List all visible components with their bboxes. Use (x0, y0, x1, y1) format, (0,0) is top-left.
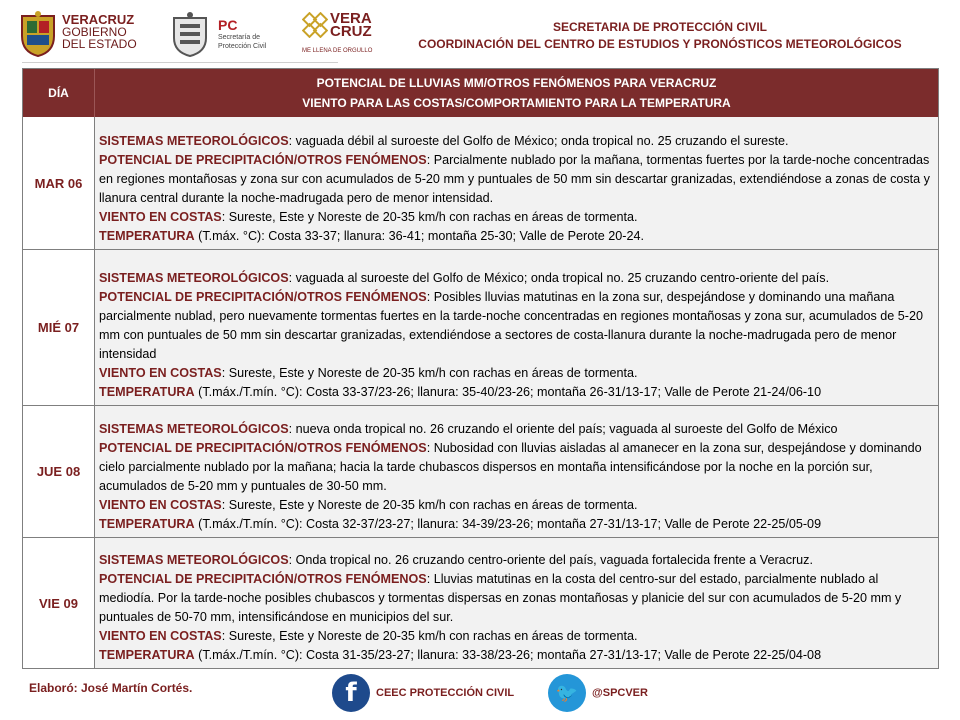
header-title-line-2: COORDINACIÓN DEL CENTRO DE ESTUDIOS Y PRONÓSTICOS METEOROLÓGICOS (418, 37, 902, 51)
forecast-row (23, 537, 938, 668)
pc-emblem-icon (168, 10, 212, 58)
vc-tagline: ME LLENA DE ORGULLO (302, 48, 373, 54)
forecast-line-text: : Onda tropical no. 26 cruzando centro-oriente del país, vaguada fortalecida frente a Veracruz. (288, 553, 813, 567)
facebook-icon[interactable]: f (332, 674, 370, 712)
vc-logo-text: VERA CRUZ (330, 10, 372, 40)
day-cell: MAR 06 (23, 117, 95, 249)
forecast-line (99, 420, 935, 439)
forecast-row (23, 405, 938, 537)
twitter-link[interactable] (548, 675, 648, 711)
forecast-line-text: : vaguada débil al suroeste del Golfo de México; onda tropical no. 25 cruzando el sureste. (288, 134, 789, 148)
forecast-line-text: : Sureste, Este y Noreste de 20-35 km/h con rachas en áreas de tormenta. (221, 366, 638, 380)
forecast-line-label: TEMPERATURA (99, 229, 195, 243)
forecast-line-text: : Sureste, Este y Noreste de 20-35 km/h con rachas en áreas de tormenta. (221, 498, 638, 512)
forecast-cell (95, 406, 938, 537)
twitter-label[interactable]: @SPCVER (592, 687, 648, 699)
forecast-cell (95, 117, 938, 249)
veracruz-government-logo (18, 6, 158, 62)
forecast-line-text: (T.máx./T.mín. °C): Costa 33-37/23-26; llanura: 35-40/23-26; montaña 26-31/13-17; Valle de Perote 21-24/06-10 (194, 385, 822, 399)
forecast-line-label: TEMPERATURA (99, 648, 195, 662)
forecast-line-label: TEMPERATURA (99, 385, 195, 399)
twitter-icon[interactable]: 🐦 (548, 674, 586, 712)
document-header (400, 19, 920, 53)
forecast-line-label: POTENCIAL DE PRECIPITACIÓN/OTROS FENÓMENOS (99, 441, 427, 455)
day-cell: MIÉ 07 (23, 250, 95, 405)
forecast-line (99, 208, 935, 227)
forecast-line-label: VIENTO EN COSTAS (99, 629, 222, 643)
knot-icon (302, 12, 328, 38)
forecast-line-label: VIENTO EN COSTAS (99, 210, 222, 224)
forecast-line-text: (T.máx. °C): Costa 33-37; llanura: 36-41; montaña 25-30; Valle de Perote 20-24. (194, 229, 644, 243)
forecast-line (99, 496, 935, 515)
forecast-line (99, 151, 935, 208)
forecast-cell (95, 538, 938, 668)
forecast-line (99, 439, 935, 496)
column-header-line-1: POTENCIAL DE LLUVIAS MM/OTROS FENÓMENOS PARA VERACRUZ (316, 76, 717, 90)
forecast-line-label: SISTEMAS METEOROLÓGICOS (99, 422, 289, 436)
forecast-line-label: POTENCIAL DE PRECIPITACIÓN/OTROS FENÓMENOS (99, 572, 427, 586)
header-divider (22, 62, 338, 63)
forecast-row (23, 117, 938, 249)
veracruz-pride-logo (302, 6, 382, 62)
forecast-line (99, 551, 935, 570)
forecast-line (99, 364, 935, 383)
forecast-line-text: : Posibles lluvias matutinas en la zona sur, despejándose y dominando una mañana parcialmente nublad, pero nuevamente tormentas fuertes en la tarde-noche concentradas en regiones montañosas y zona sur, acumulados de 5-20 mm con puntuales de 50 mm sin descartar granizadas, extendiéndose a sectores de costa-llanura durante la noche-madrugada pero de menor intensidad (99, 290, 923, 361)
forecast-line-label: POTENCIAL DE PRECIPITACIÓN/OTROS FENÓMENOS (99, 290, 427, 304)
forecast-line-text: : Nubosidad con lluvias aisladas al amanecer en la zona sur, despejándose y dominando cielo parcialmente nublado por la mañana; hacia la tarde chubascos dispersos en montaña intensificándose por la noche en la porción sur, acumulados de 5-20 mm y puntuales de 30-50 mm. (99, 441, 922, 493)
facebook-label[interactable]: CEEC PROTECCIÓN CIVIL (376, 687, 515, 699)
forecast-line-text: : Lluvias matutinas en la costa del centro-sur del estado, parcialmente nublado al mediodía. Por la tarde-noche posibles chubascos y tormentas dispersas en zonas montañosas y planicie del sur con acumulados de 5-20 mm y puntuales de 50-70 mm, intensificándose en municipios del sur. (99, 572, 902, 624)
column-header-day: DÍA (23, 69, 95, 117)
forecast-line-text: : Sureste, Este y Noreste de 20-35 km/h con rachas en áreas de tormenta. (221, 210, 638, 224)
forecast-line (99, 132, 935, 151)
column-header-line-2: VIENTO PARA LAS COSTAS/COMPORTAMIENTO PARA LA TEMPERATURA (302, 96, 731, 110)
forecast-line (99, 570, 935, 627)
forecast-line-text: : vaguada al suroeste del Golfo de México; onda tropical no. 25 cruzando centro-oriente del país. (288, 271, 830, 285)
forecast-line-label: SISTEMAS METEOROLÓGICOS (99, 134, 289, 148)
coat-of-arms-icon (18, 10, 58, 58)
column-header-forecast (95, 69, 938, 117)
forecast-line-text: (T.máx./T.mín. °C): Costa 32-37/23-27; llanura: 34-39/23-26; montaña 27-31/13-17; Valle de Perote 22-25/05-09 (194, 517, 822, 531)
forecast-line-text: (T.máx./T.mín. °C): Costa 31-35/23-27; llanura: 33-38/23-26; montaña 27-31/13-17; Valle de Perote 22-25/04-08 (194, 648, 822, 662)
forecast-line-label: POTENCIAL DE PRECIPITACIÓN/OTROS FENÓMENOS (99, 153, 427, 167)
day-cell: VIE 09 (23, 538, 95, 668)
author-credit: Elaboró: José Martín Cortés. (29, 681, 193, 695)
day-cell: JUE 08 (23, 406, 95, 537)
forecast-line (99, 269, 935, 288)
forecast-line (99, 288, 935, 364)
forecast-line-label: VIENTO EN COSTAS (99, 366, 222, 380)
forecast-line-label: VIENTO EN COSTAS (99, 498, 222, 512)
forecast-line (99, 383, 935, 402)
pc-logo-text: PC Secretaría de Protección Civil (218, 17, 267, 50)
forecast-table (22, 68, 939, 669)
forecast-row (23, 249, 938, 405)
forecast-cell (95, 250, 938, 405)
header-title-line-1: SECRETARIA DE PROTECCIÓN CIVIL (552, 20, 767, 34)
proteccion-civil-logo (168, 6, 288, 62)
forecast-line-text: : Sureste, Este y Noreste de 20-35 km/h con rachas en áreas de tormenta. (221, 629, 638, 643)
table-header-row (23, 69, 938, 117)
forecast-line-label: SISTEMAS METEOROLÓGICOS (99, 553, 289, 567)
forecast-line-text: : nueva onda tropical no. 26 cruzando el oriente del país; vaguada al suroeste del Golfo de México (288, 422, 838, 436)
forecast-line-text: : Parcialmente nublado por la mañana, tormentas fuertes por la tarde-noche concentradas en regiones montañosas y zona sur con acumulados de 5-20 mm y puntuales de 50 mm sin descartar granizadas, extendiéndose a zonas de costa y llanura central durante la noche-madrugada pero de menor intensidad. (99, 153, 930, 205)
forecast-line-label: TEMPERATURA (99, 517, 195, 531)
facebook-link[interactable] (332, 675, 514, 711)
forecast-line (99, 627, 935, 646)
veracruz-logo-text: VERACRUZ GOBIERNO DEL ESTADO (62, 12, 137, 51)
forecast-line (99, 646, 935, 665)
forecast-line (99, 515, 935, 534)
forecast-line-label: SISTEMAS METEOROLÓGICOS (99, 271, 289, 285)
forecast-line (99, 227, 935, 246)
